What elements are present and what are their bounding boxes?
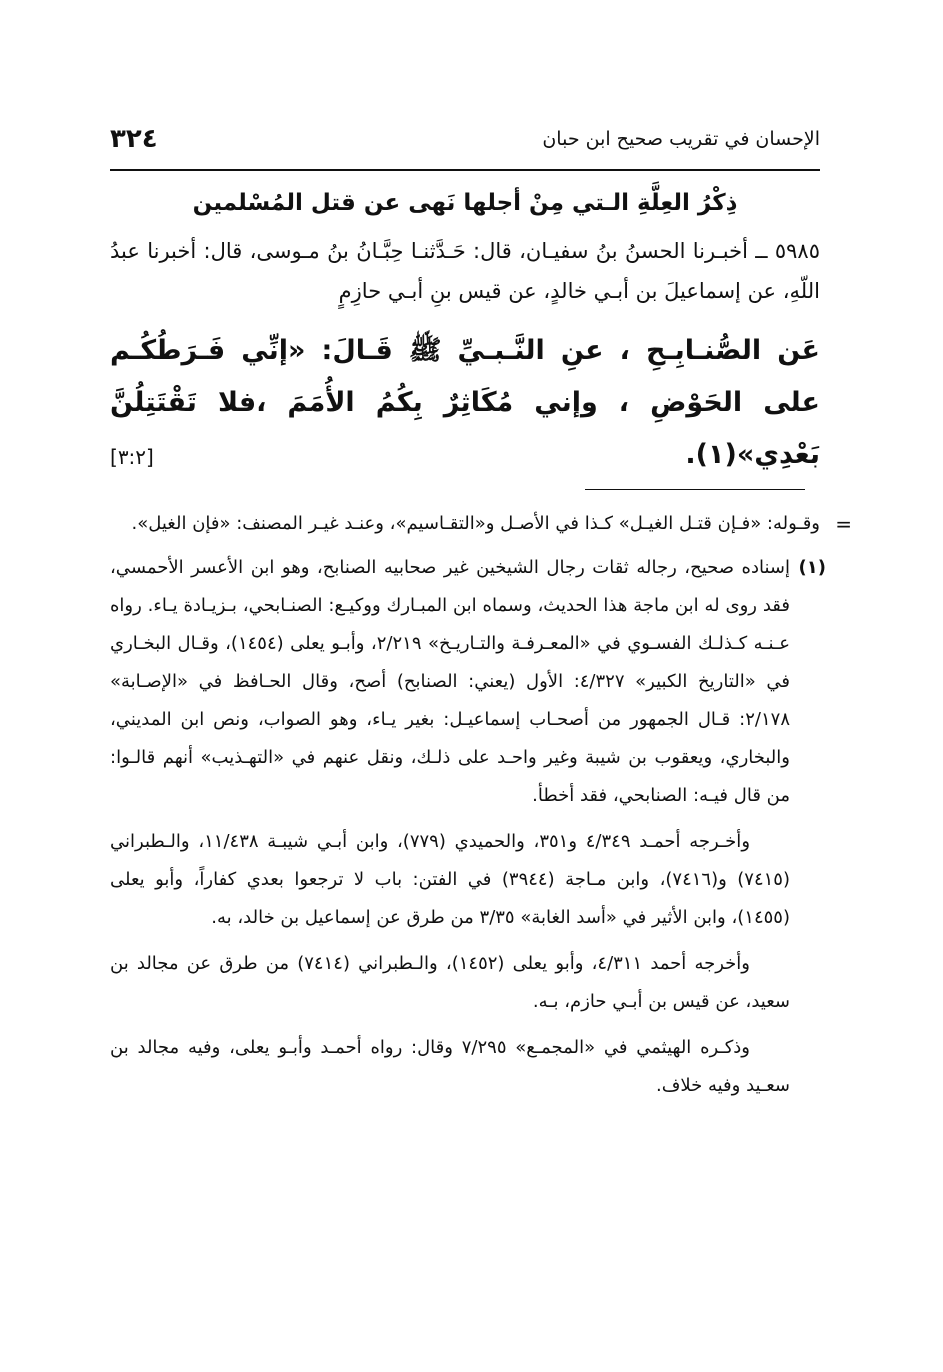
verse-reference: [٣:٢] xyxy=(110,445,154,469)
footnote-divider xyxy=(585,489,805,490)
running-title: الإحسان في تقريب صحيح ابن حبان xyxy=(542,128,820,150)
footnote-paragraph-2: وأخرجه أحمد ٤/٣١١، وأبو يعلى (١٤٥٢)، والـطبراني (٧٤١٤) من طرق عن مجالد بن سعيد، عن قيس بن أبـي حازم، بـه. xyxy=(110,953,790,1012)
footnote-1 xyxy=(110,549,826,1105)
hadith-body xyxy=(110,185,820,483)
footnotes xyxy=(110,505,852,1105)
running-header xyxy=(110,122,820,166)
continuation-marker: = xyxy=(835,512,852,536)
header-divider xyxy=(110,169,820,171)
hadith-isnad: ٥٩٨٥ ــ أخبـرنا الحسنُ بنُ سفيـان، قال: حَـدَّثنـا حِبَّـانُ بنُ مـوسى، قال: أخبرنا عبدُ اللّهِ، عن إسماعيلَ بن أبـي خالدٍ، عن قيس بنِ أبـي حازِمٍ xyxy=(110,239,820,303)
page-number: ٣٢٤ xyxy=(110,124,158,154)
continuation-text: وقـوله: «فـإن قتـل الغيـل» كـذا في الأصـل و«التقـاسيم»، وعنـد غيـر المصنف: «فإن الغيل». xyxy=(131,513,820,534)
footnote-paragraph-3: وذكـره الهيثمي في «المجمـع» ٧/٢٩٥ وقال: رواه أحمـد وأبـو يعلى، وفيه مجالد بن سعـيد وفيه خلاف. xyxy=(110,1037,790,1096)
footnote-continuation xyxy=(110,505,852,543)
footnote-number: (١) xyxy=(798,557,826,578)
footnote-text: إسناده صحيح، رجاله ثقات رجال الشيخين غير صحابيه الصنابح، وهو ابن الأعسر الأحمسي، فقد روى له ابن ماجة هذا الحديث، وسماه ابن المبـارك ووكيـع: الصنـابحي، بـزيـادة يـاء. رواه عـنـه كـذلـك الفسـوي في «المعـرفـة والتـاريـخ» ٢/٢١٩، وأبـو يعلى (١٤٥٤)، وقـال البخـاري في «التاريخ الكبير» ٤/٣٢٧: الأول (يعني: الصنابح) أصح، وقال الحـافظ في «الإصـابة» ٢/١٧٨: قـال الجمهور من أصحـاب إسماعيـل: بغير يـاء، وهو الصواب، ونص ابن المديني، والبخاري، ويعقوب بن شيبة وغير واحـد على ذلـك، ونقل عنهم في «التهـذيب» أنهم قالـوا: من قال فيـه: الصنابحي، فقد أخطأ. xyxy=(110,557,791,806)
section-heading: ذِكْرُ العِلَّةِ الـتي مِنْ أجلها نَهى عن قتل المُسْلمين xyxy=(192,190,738,216)
hadith-matn-text: عَن الصُّنـابِـحِ ، عنِ النَّـبـيِّ ﷺ قَـالَ: «إنِّي فَـرَطُكُـم على الحَوْضِ ، وإني مُكَاثِرٌ بِكُمُ الأُمَمَ ،فلا تَقْتَتِلُنَّ بَعْدِي»(١). xyxy=(110,335,820,470)
footnote-paragraph-1: وأخـرجه أحمـد ٤/٣٤٩ و٣٥١، والحميدي (٧٧٩)، وابن أبـي شيبـة ١١/٤٣٨، والـطبراني (٧٤١٥) و(٧٤١٦)، وابن مـاجة (٣٩٤٤) في الفتن: باب لا ترجعوا بعدي كفاراً، وأبو يعلى (١٤٥٥)، وابن الأثير في «أسد الغابة» ٣/٣٥ من طرق عن إسماعيل بن خالد، به. xyxy=(110,831,790,928)
hadith-matn xyxy=(110,325,820,481)
